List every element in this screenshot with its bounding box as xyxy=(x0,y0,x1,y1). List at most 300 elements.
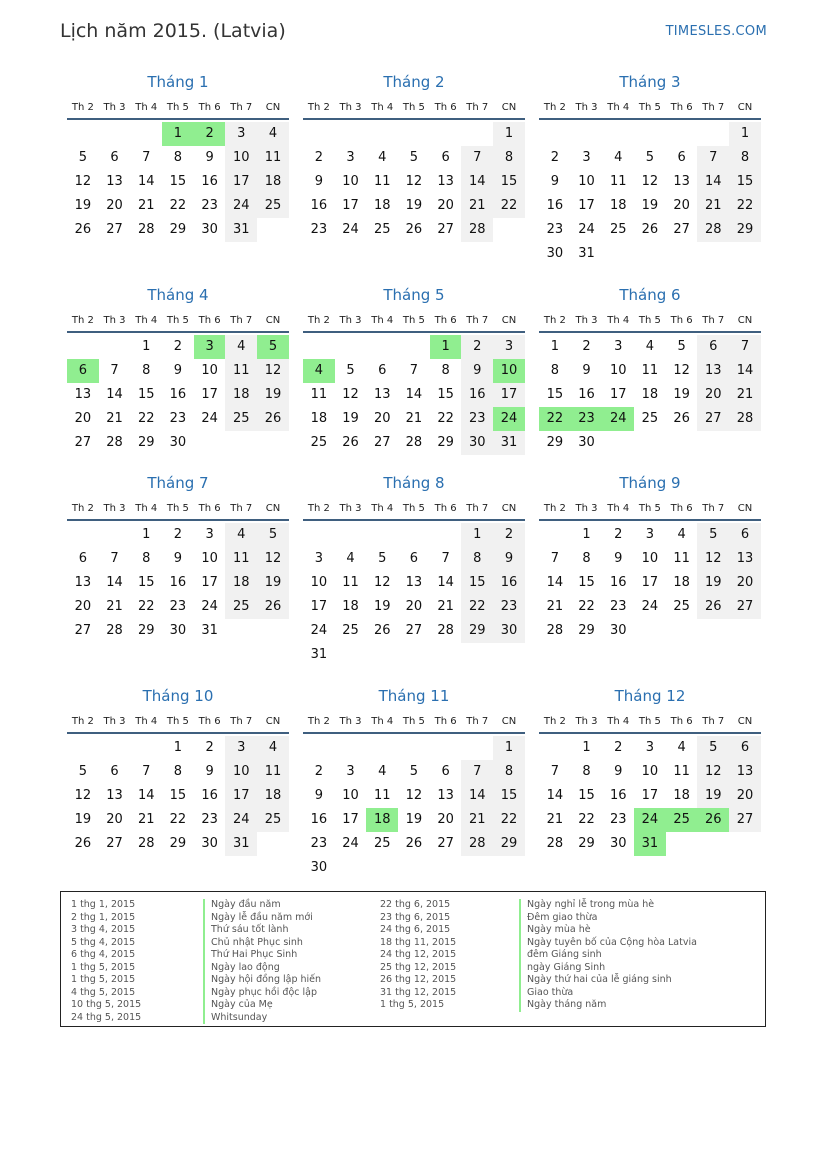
day-cell: 21 xyxy=(405,411,423,426)
day-cell: 9 xyxy=(582,363,591,378)
day-cell: 16 xyxy=(201,174,218,189)
day-cell: 11 xyxy=(673,551,690,566)
empty-cell xyxy=(67,523,99,547)
weekday-label: Th 6 xyxy=(198,315,221,326)
weekday-label: Th 6 xyxy=(434,102,457,113)
day-cell: 27 xyxy=(74,623,92,638)
day-cell: 6 xyxy=(110,764,119,779)
empty-cell xyxy=(697,122,729,146)
day-cell: 1 xyxy=(142,339,151,354)
day-cell: 13 xyxy=(697,359,729,383)
day-cell: 5 xyxy=(697,736,729,760)
day-cell: 22 xyxy=(493,808,525,832)
day-cell: 10 xyxy=(641,551,659,566)
day-cell: 31 xyxy=(634,832,666,856)
weekday-label: Th 5 xyxy=(638,716,661,727)
weekday-label: Th 6 xyxy=(198,503,221,514)
weekday-header xyxy=(67,499,289,521)
day-cell: 1 xyxy=(162,122,194,146)
day-cell: 21 xyxy=(729,383,761,407)
empty-cell xyxy=(99,736,131,760)
day-cell: 25 xyxy=(641,411,659,426)
day-cell: 10 xyxy=(578,174,595,189)
day-cell: 7 xyxy=(550,764,559,779)
weekday-label: Th 3 xyxy=(103,315,126,326)
day-cell: 29 xyxy=(461,619,493,643)
month-title: Tháng 2 xyxy=(383,73,445,91)
day-cell: 20 xyxy=(405,599,423,614)
day-cell: 26 xyxy=(74,222,92,237)
holiday-list xyxy=(60,891,766,1027)
day-cell: 4 xyxy=(378,150,387,165)
day-cell: 8 xyxy=(493,760,525,784)
day-cell: 6 xyxy=(441,150,450,165)
empty-cell xyxy=(130,122,162,146)
month-block xyxy=(67,72,289,242)
days-grid xyxy=(67,335,289,455)
holiday-name: Ngày lễ đầu năm mới xyxy=(203,912,321,925)
day-cell: 24 xyxy=(634,808,666,832)
holiday-date: 10 thg 5, 2015 xyxy=(71,999,142,1010)
day-cell: 22 xyxy=(539,407,571,431)
weekday-label: Th 4 xyxy=(135,503,158,514)
day-cell: 9 xyxy=(205,150,214,165)
day-cell: 23 xyxy=(310,836,328,851)
day-cell: 30 xyxy=(493,619,525,643)
day-cell: 21 xyxy=(461,194,493,218)
day-cell: 19 xyxy=(342,411,359,426)
day-cell: 11 xyxy=(225,359,257,383)
weekday-label: Th 2 xyxy=(307,503,330,514)
weekday-label: Th 7 xyxy=(466,315,489,326)
month-title: Tháng 11 xyxy=(378,687,450,705)
day-cell: 5 xyxy=(409,150,419,165)
day-cell: 24 xyxy=(310,623,328,638)
weekday-label: Th 5 xyxy=(166,716,189,727)
day-cell: 10 xyxy=(609,363,627,378)
day-cell: 2 xyxy=(314,150,323,165)
day-cell: 11 xyxy=(373,788,391,803)
day-cell: 12 xyxy=(342,387,359,402)
month-block xyxy=(539,473,761,643)
day-cell: 13 xyxy=(74,575,92,590)
day-cell: 18 xyxy=(673,575,690,590)
day-cell: 6 xyxy=(441,764,450,779)
day-cell: 17 xyxy=(578,198,595,213)
empty-cell xyxy=(335,122,367,146)
day-cell: 12 xyxy=(405,174,423,189)
day-cell: 29 xyxy=(578,623,595,638)
weekday-label: Th 4 xyxy=(607,716,630,727)
day-cell: 29 xyxy=(546,435,564,450)
day-cell: 13 xyxy=(729,760,761,784)
day-cell: 18 xyxy=(373,198,391,213)
day-cell: 24 xyxy=(201,411,218,426)
day-cell: 16 xyxy=(609,575,627,590)
day-cell: 18 xyxy=(342,599,359,614)
month-title: Tháng 4 xyxy=(147,286,209,304)
day-cell: 27 xyxy=(673,222,690,237)
day-cell: 10 xyxy=(641,764,659,779)
day-cell: 2 xyxy=(461,335,493,359)
days-grid xyxy=(303,523,525,667)
day-cell: 9 xyxy=(614,764,623,779)
weekday-label: Th 5 xyxy=(166,503,189,514)
day-cell: 17 xyxy=(342,198,359,213)
day-cell: 21 xyxy=(137,812,155,827)
month-title: Tháng 7 xyxy=(147,474,209,492)
day-cell: 11 xyxy=(257,760,289,784)
weekday-label: Th 2 xyxy=(71,315,94,326)
day-cell: 20 xyxy=(437,812,454,827)
month-title: Tháng 6 xyxy=(619,286,681,304)
day-cell: 18 xyxy=(366,808,398,832)
day-cell: 15 xyxy=(493,784,525,808)
day-cell: 3 xyxy=(645,527,655,542)
day-cell: 19 xyxy=(257,571,289,595)
day-cell: 6 xyxy=(697,335,729,359)
holiday-name: Ngày lao động xyxy=(203,962,321,975)
weekday-label: Th 3 xyxy=(339,315,362,326)
weekday-header xyxy=(67,712,289,734)
empty-cell xyxy=(539,523,571,547)
day-cell: 26 xyxy=(74,836,92,851)
empty-cell xyxy=(303,335,335,359)
weekday-label: Th 4 xyxy=(607,503,630,514)
day-cell: 23 xyxy=(493,595,525,619)
day-cell: 25 xyxy=(373,222,391,237)
day-cell: 28 xyxy=(137,836,155,851)
weekday-label: Th 7 xyxy=(230,102,253,113)
weekday-label: Th 6 xyxy=(434,315,457,326)
day-cell: 14 xyxy=(437,575,454,590)
weekday-label: Th 3 xyxy=(103,102,126,113)
days-grid xyxy=(539,122,761,266)
day-cell: 30 xyxy=(609,623,627,638)
month-block xyxy=(539,285,761,455)
day-cell: 28 xyxy=(546,836,564,851)
weekday-label: Th 2 xyxy=(543,716,566,727)
weekday-label: Th 2 xyxy=(543,503,566,514)
day-cell: 27 xyxy=(74,435,92,450)
day-cell: 8 xyxy=(729,146,761,170)
day-cell: 14 xyxy=(546,788,564,803)
day-cell: 4 xyxy=(378,764,387,779)
day-cell: 10 xyxy=(201,363,218,378)
day-cell: 22 xyxy=(137,411,155,426)
day-cell: 1 xyxy=(582,527,591,542)
day-cell: 15 xyxy=(578,575,595,590)
holiday-date: 24 thg 5, 2015 xyxy=(71,1011,142,1023)
day-cell: 6 xyxy=(409,551,419,566)
weekday-label: CN xyxy=(501,102,517,113)
weekday-label: Th 3 xyxy=(339,503,362,514)
month-block xyxy=(303,72,525,242)
day-cell: 27 xyxy=(697,407,729,431)
day-cell: 2 xyxy=(582,339,591,354)
empty-cell xyxy=(303,122,335,146)
day-cell: 19 xyxy=(641,198,659,213)
day-cell: 7 xyxy=(110,363,119,378)
holiday-name: Ngày mùa hè xyxy=(519,924,697,937)
weekday-label: Th 5 xyxy=(402,315,425,326)
day-cell: 25 xyxy=(666,808,698,832)
weekday-label: Th 3 xyxy=(339,102,362,113)
day-cell: 20 xyxy=(106,198,123,213)
weekday-label: Th 3 xyxy=(103,716,126,727)
day-cell: 25 xyxy=(310,435,328,450)
weekday-label: Th 2 xyxy=(543,315,566,326)
empty-cell xyxy=(571,122,603,146)
day-cell: 2 xyxy=(493,523,525,547)
day-cell: 25 xyxy=(609,222,627,237)
day-cell: 26 xyxy=(641,222,659,237)
day-cell: 9 xyxy=(173,363,183,378)
day-cell: 23 xyxy=(310,222,328,237)
month-title: Tháng 9 xyxy=(619,474,681,492)
holiday-name: Chủ nhật Phục sinh xyxy=(203,937,321,950)
weekday-label: CN xyxy=(501,716,517,727)
day-cell: 16 xyxy=(609,788,627,803)
day-cell: 5 xyxy=(677,339,686,354)
weekday-label: Th 3 xyxy=(103,503,126,514)
day-cell: 12 xyxy=(697,547,729,571)
day-cell: 16 xyxy=(546,198,564,213)
day-cell: 2 xyxy=(614,740,623,755)
day-cell: 28 xyxy=(461,832,493,856)
weekday-label: Th 5 xyxy=(638,102,661,113)
day-cell: 23 xyxy=(546,222,564,237)
holiday-name: Ngày phục hồi độc lập xyxy=(203,987,321,1000)
weekday-label: Th 7 xyxy=(230,503,253,514)
day-cell: 7 xyxy=(441,551,450,566)
weekday-label: Th 7 xyxy=(702,716,725,727)
day-cell: 15 xyxy=(461,571,493,595)
empty-cell xyxy=(539,122,571,146)
weekday-label: Th 6 xyxy=(670,503,693,514)
day-cell: 18 xyxy=(225,571,257,595)
holiday-name: Whitsunday xyxy=(203,1012,321,1025)
day-cell: 30 xyxy=(546,246,564,261)
weekday-label: Th 4 xyxy=(607,102,630,113)
month-block xyxy=(67,686,289,856)
weekday-label: Th 3 xyxy=(575,102,598,113)
day-cell: 13 xyxy=(673,174,690,189)
day-cell: 12 xyxy=(697,760,729,784)
day-cell: 16 xyxy=(578,387,595,402)
day-cell: 19 xyxy=(673,387,690,402)
day-cell: 21 xyxy=(546,599,564,614)
weekday-label: Th 2 xyxy=(71,102,94,113)
empty-cell xyxy=(130,736,162,760)
day-cell: 10 xyxy=(493,359,525,383)
day-cell: 30 xyxy=(578,435,595,450)
day-cell: 9 xyxy=(173,551,183,566)
day-cell: 10 xyxy=(225,760,257,784)
empty-cell xyxy=(430,736,462,760)
day-cell: 12 xyxy=(641,174,659,189)
day-cell: 1 xyxy=(173,740,183,755)
day-cell: 4 xyxy=(346,551,355,566)
day-cell: 31 xyxy=(225,218,257,242)
day-cell: 22 xyxy=(169,198,187,213)
day-cell: 12 xyxy=(257,547,289,571)
day-cell: 23 xyxy=(609,812,627,827)
day-cell: 27 xyxy=(729,808,761,832)
day-cell: 12 xyxy=(74,174,92,189)
day-cell: 5 xyxy=(257,523,289,547)
brand-link[interactable]: TIMESLES.COM xyxy=(665,24,767,39)
day-cell: 29 xyxy=(169,836,187,851)
day-cell: 29 xyxy=(493,832,525,856)
weekday-label: Th 6 xyxy=(670,315,693,326)
day-cell: 25 xyxy=(373,836,391,851)
holiday-name: Ngày tháng năm xyxy=(519,999,697,1012)
holiday-name: Ngày thứ hai của lễ giáng sinh xyxy=(519,974,697,987)
day-cell: 18 xyxy=(225,383,257,407)
holiday-name: Đêm giao thừa xyxy=(519,912,697,925)
day-cell: 12 xyxy=(405,788,423,803)
weekday-label: Th 7 xyxy=(230,315,253,326)
day-cell: 20 xyxy=(697,383,729,407)
day-cell: 10 xyxy=(201,551,218,566)
day-cell: 9 xyxy=(550,174,559,189)
weekday-label: CN xyxy=(265,102,281,113)
day-cell: 17 xyxy=(493,383,525,407)
weekday-label: Th 7 xyxy=(466,716,489,727)
days-grid xyxy=(303,122,525,242)
day-cell: 12 xyxy=(373,575,391,590)
day-cell: 6 xyxy=(110,150,119,165)
weekday-label: Th 3 xyxy=(575,503,598,514)
month-block xyxy=(67,473,289,643)
holiday-names-left xyxy=(203,899,321,1024)
day-cell: 27 xyxy=(729,595,761,619)
weekday-label: Th 4 xyxy=(371,503,394,514)
day-cell: 26 xyxy=(697,808,729,832)
weekday-label: Th 5 xyxy=(638,315,661,326)
empty-cell xyxy=(335,736,367,760)
day-cell: 3 xyxy=(225,736,257,760)
day-cell: 24 xyxy=(342,836,359,851)
day-cell: 2 xyxy=(205,740,214,755)
day-cell: 7 xyxy=(142,150,151,165)
month-title: Tháng 12 xyxy=(614,687,686,705)
holiday-name: Ngày hội đồng lập hiến xyxy=(203,974,321,987)
day-cell: 24 xyxy=(201,599,218,614)
day-cell: 16 xyxy=(310,198,328,213)
day-cell: 7 xyxy=(142,764,151,779)
weekday-label: Th 4 xyxy=(135,102,158,113)
day-cell: 16 xyxy=(493,571,525,595)
month-block xyxy=(303,285,525,455)
day-cell: 18 xyxy=(257,170,289,194)
day-cell: 26 xyxy=(342,435,359,450)
day-cell: 31 xyxy=(578,246,595,261)
weekday-label: Th 5 xyxy=(402,503,425,514)
weekday-label: Th 5 xyxy=(402,102,425,113)
day-cell: 18 xyxy=(310,411,328,426)
empty-cell xyxy=(666,122,698,146)
holiday-name: ngày Giáng Sinh xyxy=(519,962,697,975)
day-cell: 17 xyxy=(201,387,218,402)
day-cell: 26 xyxy=(405,836,423,851)
day-cell: 11 xyxy=(373,174,391,189)
day-cell: 14 xyxy=(461,784,493,808)
holiday-name: Giao thừa xyxy=(519,987,697,1000)
holiday-date: 23 thg 6, 2015 xyxy=(380,911,451,923)
weekday-header xyxy=(303,311,525,333)
day-cell: 8 xyxy=(173,150,183,165)
day-cell: 15 xyxy=(437,387,454,402)
day-cell: 27 xyxy=(405,623,423,638)
day-cell: 28 xyxy=(106,435,123,450)
month-title: Tháng 5 xyxy=(383,286,445,304)
day-cell: 20 xyxy=(673,198,690,213)
day-cell: 26 xyxy=(257,407,289,431)
weekday-header xyxy=(67,98,289,120)
day-cell: 4 xyxy=(225,335,257,359)
weekday-label: Th 5 xyxy=(166,102,189,113)
day-cell: 3 xyxy=(205,527,214,542)
day-cell: 30 xyxy=(461,431,493,455)
day-cell: 9 xyxy=(205,764,214,779)
day-cell: 15 xyxy=(578,788,595,803)
day-cell: 11 xyxy=(641,363,659,378)
day-cell: 11 xyxy=(310,387,328,402)
day-cell: 17 xyxy=(201,575,218,590)
day-cell: 10 xyxy=(225,146,257,170)
day-cell: 4 xyxy=(303,359,335,383)
day-cell: 23 xyxy=(169,411,187,426)
day-cell: 13 xyxy=(74,387,92,402)
day-cell: 6 xyxy=(677,150,686,165)
empty-cell xyxy=(67,122,99,146)
day-cell: 14 xyxy=(729,359,761,383)
day-cell: 19 xyxy=(74,812,92,827)
day-cell: 21 xyxy=(461,808,493,832)
holiday-dates-right xyxy=(380,899,456,1012)
days-grid xyxy=(539,335,761,455)
weekday-label: Th 2 xyxy=(71,503,94,514)
day-cell: 20 xyxy=(729,571,761,595)
holiday-name: Thứ sáu tốt lành xyxy=(203,924,321,937)
day-cell: 16 xyxy=(169,575,187,590)
empty-cell xyxy=(602,122,634,146)
day-cell: 18 xyxy=(673,788,690,803)
day-cell: 18 xyxy=(609,198,627,213)
day-cell: 15 xyxy=(493,170,525,194)
day-cell: 9 xyxy=(314,174,323,189)
weekday-label: Th 3 xyxy=(339,716,362,727)
day-cell: 3 xyxy=(346,150,355,165)
day-cell: 8 xyxy=(461,547,493,571)
day-cell: 1 xyxy=(493,122,525,146)
day-cell: 25 xyxy=(673,599,690,614)
weekday-label: CN xyxy=(265,503,281,514)
days-grid xyxy=(67,736,289,856)
day-cell: 4 xyxy=(677,740,686,755)
day-cell: 26 xyxy=(373,623,391,638)
holiday-name: Ngày tuyên bố của Cộng hòa Latvia xyxy=(519,937,697,950)
day-cell: 21 xyxy=(137,198,155,213)
day-cell: 14 xyxy=(697,170,729,194)
month-block xyxy=(539,686,761,856)
holiday-name: Ngày đầu năm xyxy=(203,899,321,912)
days-grid xyxy=(67,122,289,242)
day-cell: 19 xyxy=(257,383,289,407)
holiday-date: 1 thg 5, 2015 xyxy=(71,961,136,973)
